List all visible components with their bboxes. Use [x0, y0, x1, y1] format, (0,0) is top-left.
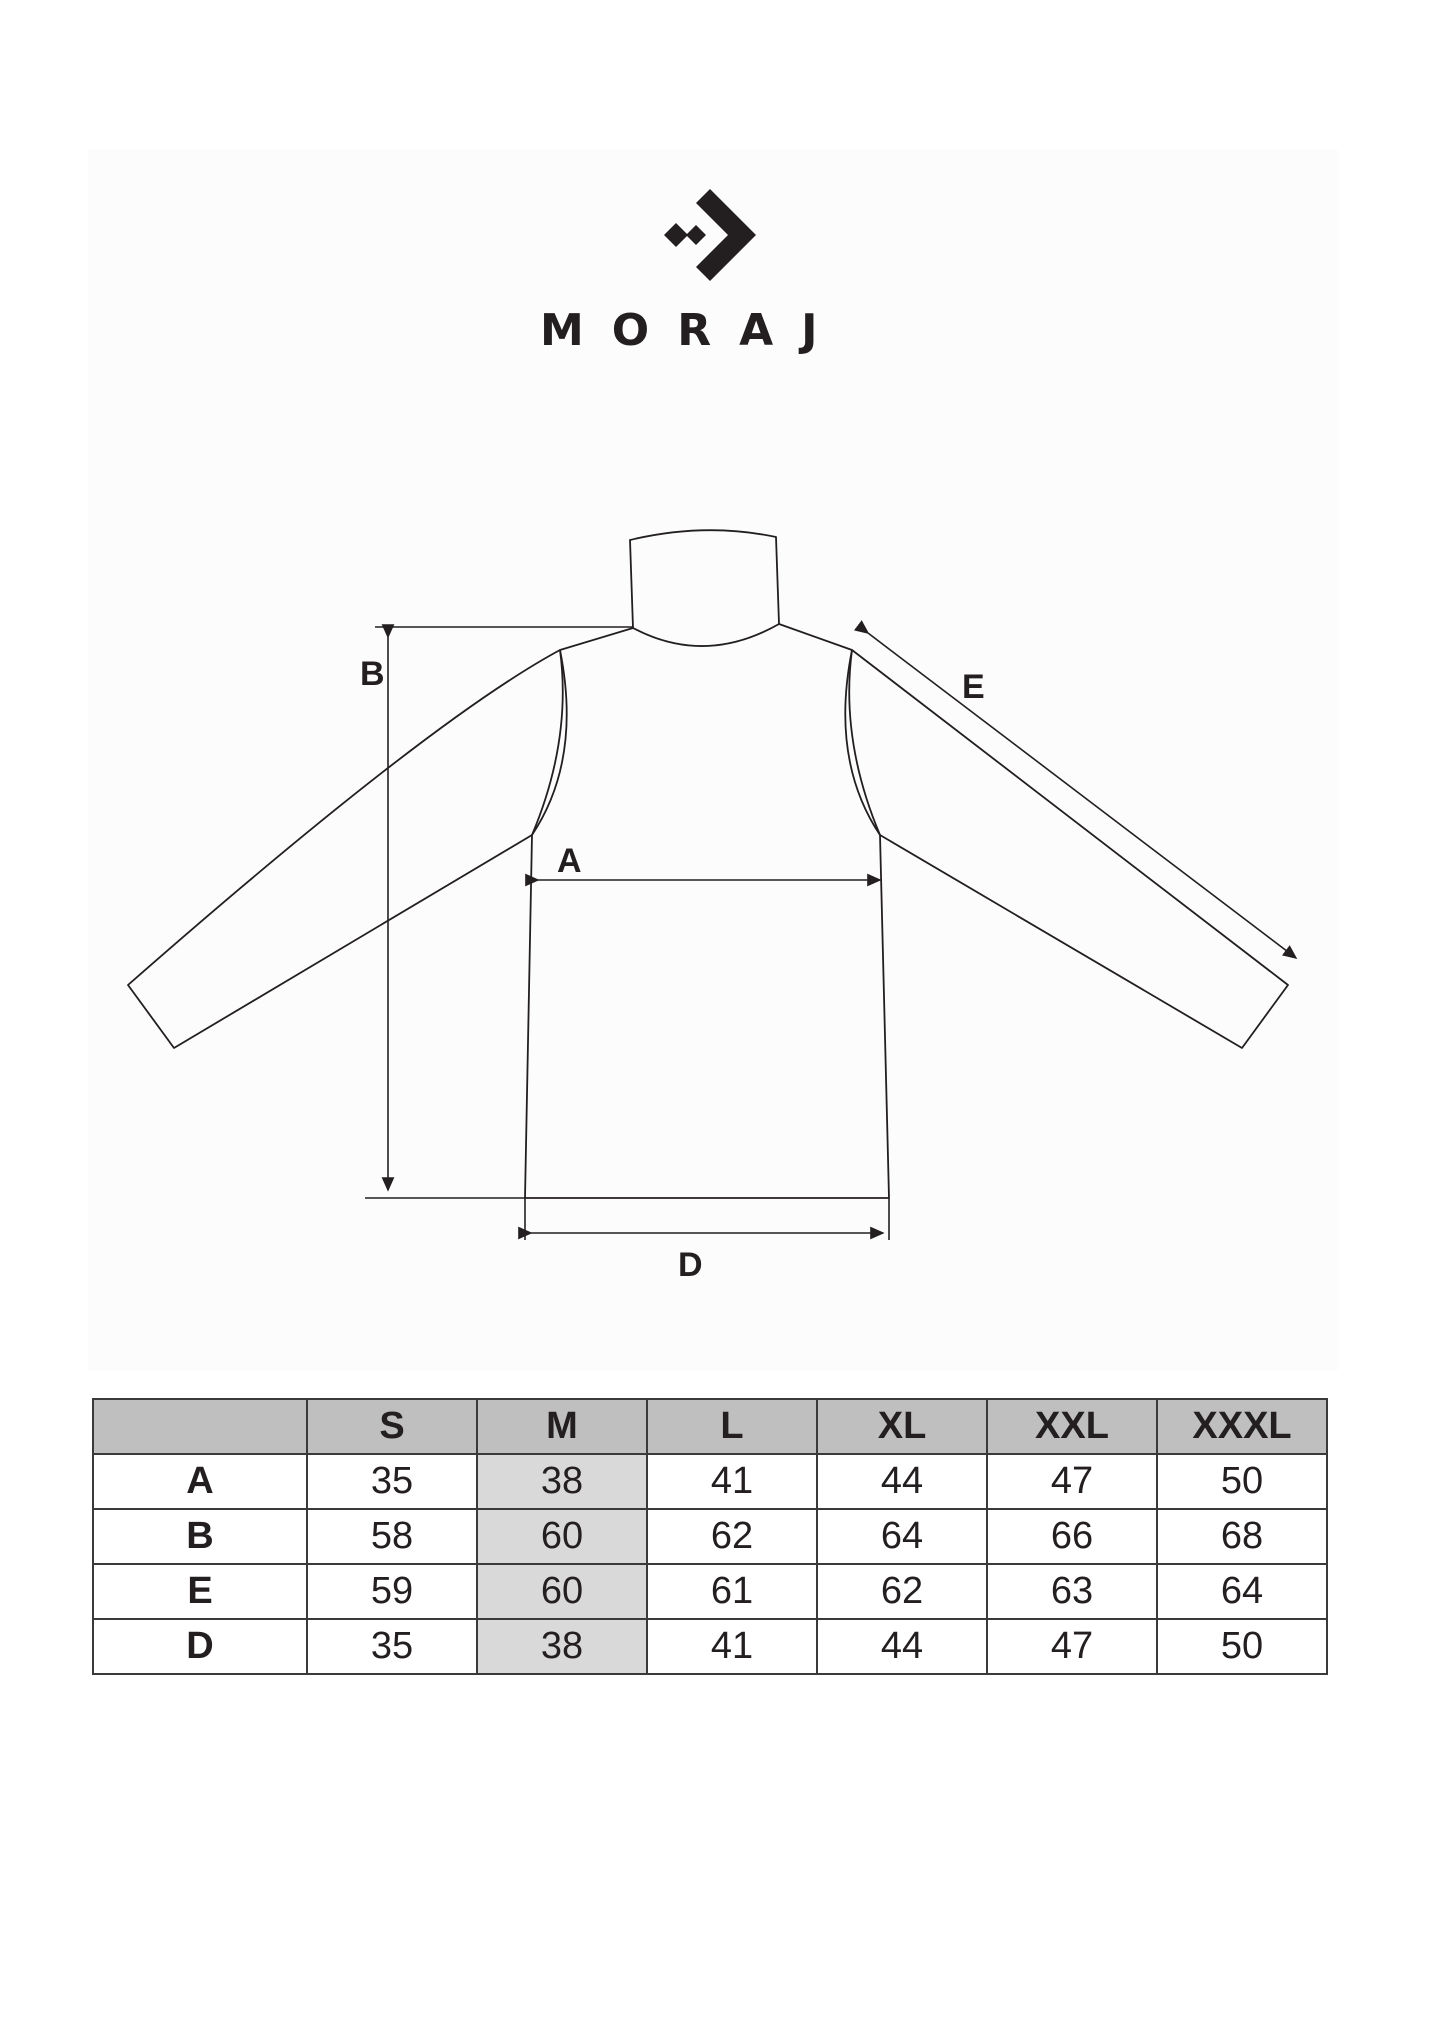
measure-d-label: D: [678, 1246, 703, 1284]
table-cell: 61: [647, 1564, 817, 1619]
table-cell: 44: [817, 1454, 987, 1509]
measure-e-label: E: [962, 668, 985, 706]
header-size: M: [477, 1399, 647, 1454]
header-size: XL: [817, 1399, 987, 1454]
table-cell: 38: [477, 1454, 647, 1509]
table-cell: 59: [307, 1564, 477, 1619]
header-size: L: [647, 1399, 817, 1454]
header-size: XXXL: [1157, 1399, 1327, 1454]
right-armhole: [845, 650, 880, 835]
table-cell: 66: [987, 1509, 1157, 1564]
measure-b-label: B: [360, 655, 385, 693]
table-cell: 35: [307, 1454, 477, 1509]
table-row: [93, 1564, 1327, 1619]
brand-name: MORAJ: [540, 305, 846, 356]
table-row: [93, 1509, 1327, 1564]
body-outline: [525, 624, 889, 1198]
measurement-lines: [365, 627, 1296, 1240]
row-label: E: [93, 1564, 307, 1619]
right-sleeve: [852, 650, 1288, 1048]
measure-e-line: [868, 633, 1296, 958]
table-cell: 58: [307, 1509, 477, 1564]
table-cell: 60: [477, 1564, 647, 1619]
table-cell: 62: [817, 1564, 987, 1619]
table-cell: 41: [647, 1619, 817, 1674]
table-cell: 38: [477, 1619, 647, 1674]
row-label: A: [93, 1454, 307, 1509]
table-cell: 50: [1157, 1619, 1327, 1674]
table-header-row: [93, 1399, 1327, 1454]
table-cell: 44: [817, 1619, 987, 1674]
table-row: [93, 1454, 1327, 1509]
table-cell: 50: [1157, 1454, 1327, 1509]
table-cell: 47: [987, 1454, 1157, 1509]
header-size: XXL: [987, 1399, 1157, 1454]
table-cell: 64: [817, 1509, 987, 1564]
row-label: D: [93, 1619, 307, 1674]
table-cell: 41: [647, 1454, 817, 1509]
table-cell: 68: [1157, 1509, 1327, 1564]
table-cell: 62: [647, 1509, 817, 1564]
left-sleeve: [128, 650, 560, 1048]
table-cell: 35: [307, 1619, 477, 1674]
measure-a-label: A: [557, 842, 582, 880]
table-row: [93, 1619, 1327, 1674]
header-size: S: [307, 1399, 477, 1454]
garment-outline: [128, 530, 1288, 1198]
table-cell: 63: [987, 1564, 1157, 1619]
header-corner: [93, 1399, 307, 1454]
collar: [630, 530, 779, 646]
table-cell: 64: [1157, 1564, 1327, 1619]
row-label: B: [93, 1509, 307, 1564]
table-cell: 47: [987, 1619, 1157, 1674]
size-table: [92, 1398, 1328, 1675]
left-armhole: [532, 650, 567, 835]
table-cell: 60: [477, 1509, 647, 1564]
